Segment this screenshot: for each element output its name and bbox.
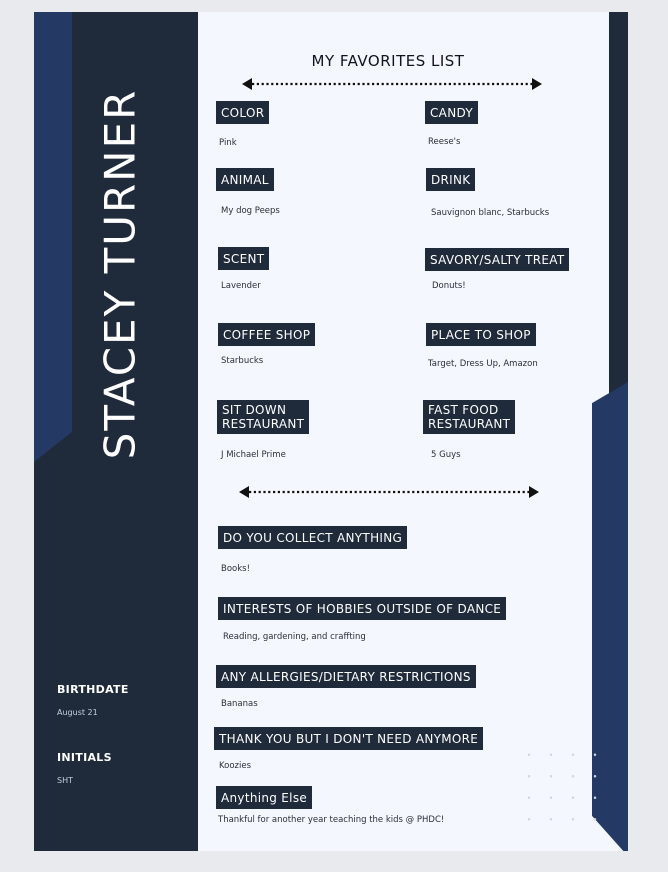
sidebar-accent-stripe bbox=[34, 12, 72, 462]
list-title: MY FAVORITES LIST bbox=[311, 52, 465, 70]
sidebar bbox=[34, 12, 198, 851]
favorite-savory-treat-label: SAVORY/SALTY TREAT bbox=[425, 248, 569, 271]
favorite-drink-label: DRINK bbox=[426, 168, 475, 191]
label-line-1: FAST FOOD bbox=[428, 403, 499, 417]
document-page bbox=[34, 12, 628, 851]
question-dont-need-value: Koozies bbox=[219, 761, 252, 771]
initials-value: SHT bbox=[57, 776, 73, 785]
favorite-candy-value: Reese's bbox=[428, 137, 461, 147]
favorite-scent-value: Lavender bbox=[221, 281, 261, 291]
double-arrow-divider-top bbox=[242, 77, 542, 91]
question-anything-else-label: Anything Else bbox=[216, 786, 312, 809]
favorite-savory-treat-value: Donuts! bbox=[432, 281, 466, 291]
question-hobbies-label: INTERESTS OF HOBBIES OUTSIDE OF DANCE bbox=[218, 597, 506, 620]
favorite-place-to-shop-label: PLACE TO SHOP bbox=[426, 323, 536, 346]
favorite-animal-value: My dog Peeps bbox=[221, 206, 280, 216]
favorite-candy-label: CANDY bbox=[425, 101, 478, 124]
favorite-place-to-shop-value: Target, Dress Up, Amazon bbox=[428, 359, 538, 369]
favorite-coffee-shop-label: COFFEE SHOP bbox=[218, 323, 315, 346]
birthdate-label: BIRTHDATE bbox=[57, 683, 129, 696]
question-hobbies-value: Reading, gardening, and craffting bbox=[223, 632, 366, 642]
question-dont-need-label: THANK YOU BUT I DON'T NEED ANYMORE bbox=[214, 727, 483, 750]
question-collect-value: Books! bbox=[221, 564, 250, 574]
favorite-fast-food-restaurant-value: 5 Guys bbox=[431, 450, 461, 460]
question-allergies-label: ANY ALLERGIES/DIETARY RESTRICTIONS bbox=[216, 665, 476, 688]
favorite-sit-down-restaurant-label bbox=[217, 400, 309, 434]
favorite-color-value: Pink bbox=[219, 138, 237, 148]
person-name: STACEY TURNER bbox=[95, 88, 145, 460]
initials-label: INITIALS bbox=[57, 751, 112, 764]
label-line-2: RESTAURANT bbox=[428, 417, 511, 431]
right-dark-stripe bbox=[609, 12, 628, 398]
favorite-sit-down-restaurant-value: J Michael Prime bbox=[221, 450, 286, 460]
question-collect-label: DO YOU COLLECT ANYTHING bbox=[218, 526, 407, 549]
dot-grid-decoration bbox=[518, 744, 598, 836]
question-allergies-value: Bananas bbox=[221, 699, 258, 709]
label-line-2: RESTAURANT bbox=[222, 417, 305, 431]
favorite-color-label: COLOR bbox=[216, 101, 269, 124]
birthdate-value: August 21 bbox=[57, 708, 98, 717]
favorite-drink-value: Sauvignon blanc, Starbucks bbox=[431, 208, 550, 218]
double-arrow-divider-middle bbox=[239, 485, 539, 499]
favorite-scent-label: SCENT bbox=[218, 247, 269, 270]
favorite-animal-label: ANIMAL bbox=[216, 168, 274, 191]
label-line-1: SIT DOWN bbox=[222, 403, 287, 417]
favorite-coffee-shop-value: Starbucks bbox=[221, 356, 264, 366]
question-anything-else-value: Thankful for another year teaching the kids @ PHDC! bbox=[218, 815, 445, 825]
favorite-fast-food-restaurant-label bbox=[423, 400, 515, 434]
